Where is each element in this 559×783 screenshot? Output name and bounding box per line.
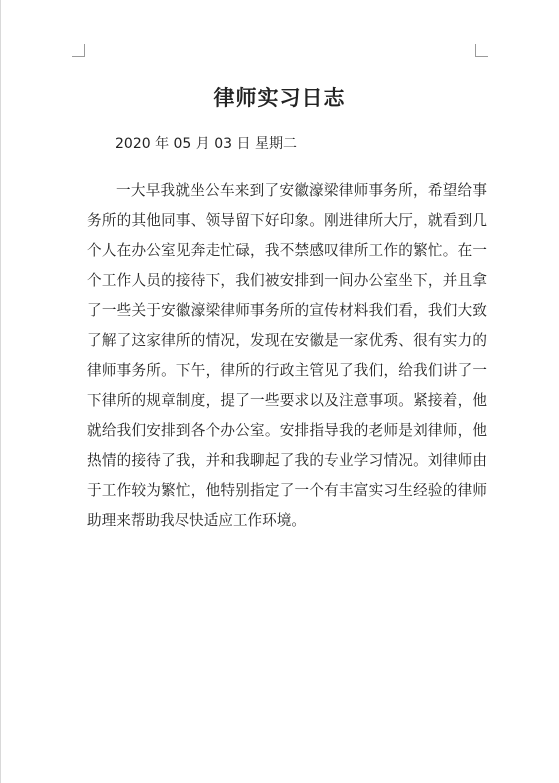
crop-mark-top-left <box>72 44 85 57</box>
document-title: 律师实习日志 <box>213 85 346 110</box>
page-edge <box>0 0 1 783</box>
entry-date: 2020 年 05 月 03 日 星期二 <box>115 136 297 152</box>
crop-mark-top-right <box>475 44 488 57</box>
journal-paragraph: 一大早我就坐公车来到了安徽濠梁律师事务所，希望给事务所的其他同事、领导留下好印象。刚进律所大厅，就看到几个人在办公室见奔走忙碌，我不禁感叹律所工作的繁忙。在一个工作人员的接待下，我们被安排到一间办公室坐下，并且拿了一些关于安徽濠梁律师事务所的宣传材料我们看，我们大致了解了这家律所的情况，发现在安徽是一家优秀、很有实力的律师事务所。下午，律所的行政主管见了我们，给我们讲了一下律所的规章制度，提了一些要求以及注意事项。紧接着，他就给我们安排到各个办公室。安排指导我的老师是刘律师，他热情的接待了我，并和我聊起了我的专业学习情况。刘律师由于工作较为繁忙，他特别指定了一个有丰富实习生经验的律师助理来帮助我尽快适应工作环境。 <box>87 182 487 529</box>
